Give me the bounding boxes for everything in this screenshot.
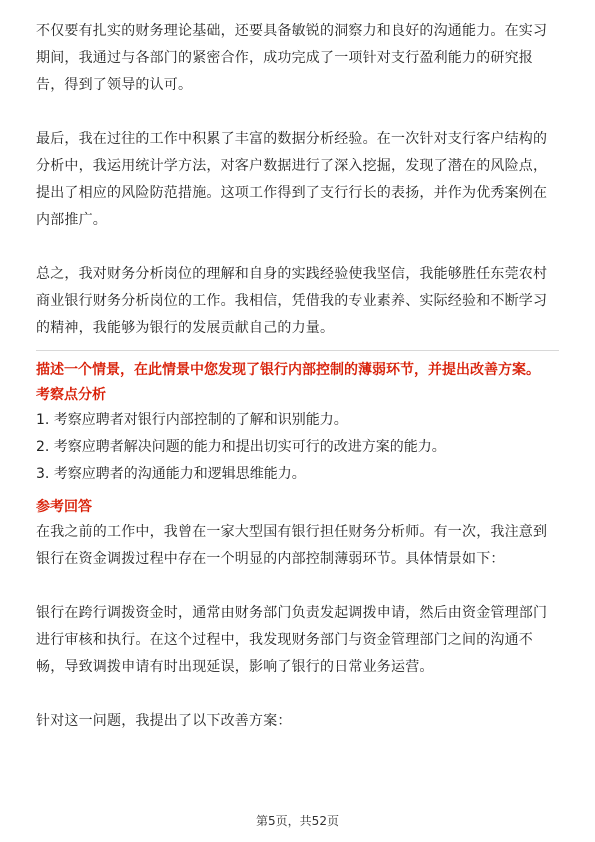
answer-paragraph-3: 针对这一问题，我提出了以下改善方案：: [36, 713, 292, 729]
intro-paragraph-1: 不仅要有扎实的财务理论基础，还要具备敏锐的洞察力和良好的沟通能力。在实习期间，我通过与各部门的紧密合作，成功完成了一项针对支行盈利能力的研究报告，得到了领导的认可。: [36, 23, 548, 93]
interview-question: 描述一个情景，在此情景中您发现了银行内部控制的薄弱环节，并提出改善方案。: [36, 362, 540, 378]
paragraph-gap: [36, 234, 559, 261]
intro-paragraph-2: 最后，我在过往的工作中积累了丰富的数据分析经验。在一次针对支行客户结构的分析中，我运用统计学方法，对客户数据进行了深入挖掘，发现了潜在的风险点，提出了相应的风险防范措施。这项工作得到了支行行长的表扬，并作为优秀案例在内部推广。: [36, 131, 548, 228]
section-divider: [36, 350, 559, 351]
answer-heading: 参考回答: [36, 499, 92, 515]
page-number-footer: 第5页，共52页: [256, 814, 339, 828]
analysis-heading: 考察点分析: [36, 387, 106, 403]
document-page: [36, 18, 559, 735]
paragraph-gap: [36, 573, 559, 600]
paragraph-gap: [36, 99, 559, 126]
spacer: [36, 488, 559, 496]
paragraph-gap: [36, 681, 559, 708]
intro-paragraph-3: 总之，我对财务分析岗位的理解和自身的实践经验使我坚信，我能够胜任东莞农村商业银行财务分析岗位的工作。我相信，凭借我的专业素养、实际经验和不断学习的精神，我能够为银行的发展贡献自己的力量。: [36, 266, 548, 336]
answer-paragraph-2: 银行在跨行调拨资金时，通常由财务部门负责发起调拨申请，然后由资金管理部门进行审核和执行。在这个过程中，我发现财务部门与资金管理部门之间的沟通不畅，导致调拨申请有时出现延误，影响了银行的日常业务运营。: [36, 605, 548, 675]
analysis-item-1: 1. 考察应聘者对银行内部控制的了解和识别能力。: [36, 412, 348, 428]
answer-paragraph-1: 在我之前的工作中，我曾在一家大型国有银行担任财务分析师。有一次，我注意到银行在资金调拨过程中存在一个明显的内部控制薄弱环节。具体情景如下：: [36, 524, 548, 567]
analysis-item-3: 3. 考察应聘者的沟通能力和逻辑思维能力。: [36, 466, 306, 482]
analysis-item-2: 2. 考察应聘者解决问题的能力和提出切实可行的改进方案的能力。: [36, 439, 446, 455]
